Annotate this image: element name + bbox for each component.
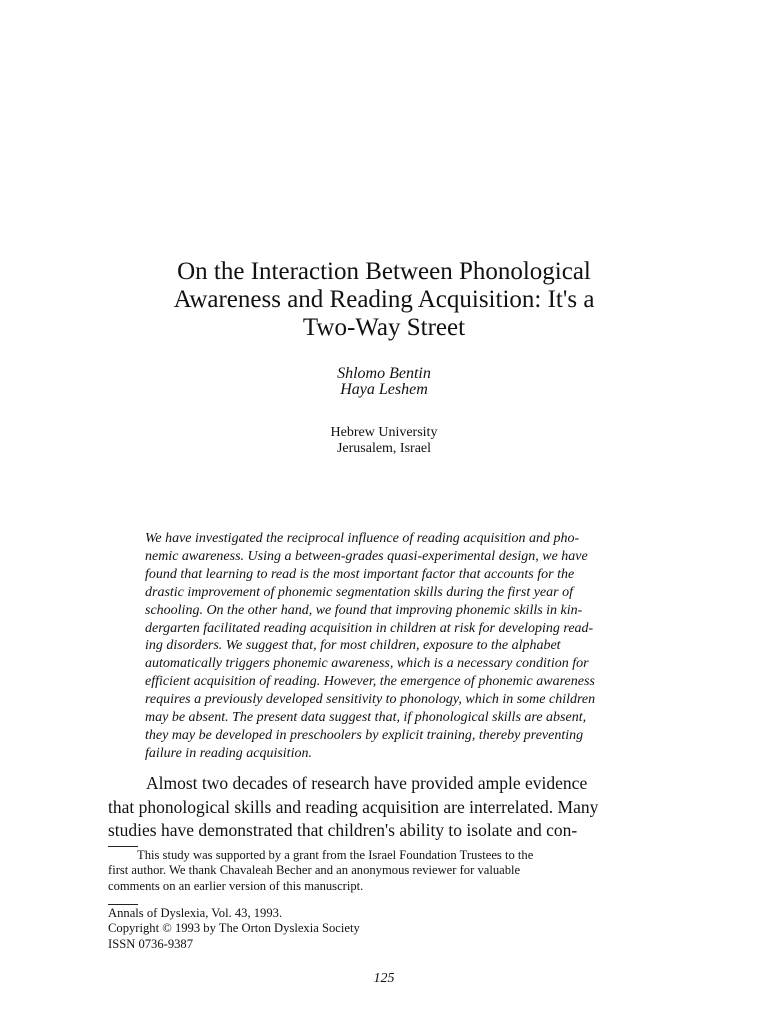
abstract-line: We have investigated the reciprocal influence of reading acquisition and pho- (145, 531, 580, 546)
affiliation-location: Jerusalem, Israel (336, 441, 432, 456)
abstract-line: dergarten facilitated reading acquisition in children at risk for developing read- (145, 620, 594, 636)
author-name: Haya Leshem (340, 381, 428, 398)
abstract-line: efficient acquisition of reading. However, the emergence of phonemic awareness (145, 674, 595, 690)
abstract-line: found that learning to read is the most important factor that accounts for the (145, 566, 575, 582)
paper-title (100, 258, 668, 342)
journal-line: Annals of Dyslexia, Vol. 43, 1993. (108, 906, 283, 920)
page-number: 125 (373, 971, 395, 986)
affiliation-institution: Hebrew University (330, 425, 438, 440)
footnote-line: This study was supported by a grant from the Israel Foundation Trustees to the (137, 848, 534, 862)
body-line: Almost two decades of research have provided ample evidence (146, 773, 588, 793)
journal-citation (108, 906, 668, 952)
abstract-line: requires a previously developed sensitivity to phonology, which in some children (145, 692, 596, 708)
copyright-line: Copyright © 1993 by The Orton Dyslexia Society (108, 921, 360, 936)
title-line-1: On the Interaction Between Phonological (177, 258, 591, 285)
abstract-line: may be absent. The present data suggest that, if phonological skills are absent, (145, 710, 587, 726)
abstract-line: nemic awareness. Using a between-grades quasi-experimental design, we have (145, 548, 588, 564)
body-line: studies have demonstrated that children's ability to isolate and con- (108, 820, 578, 840)
footnote-line: first author. We thank Chavaleah Becher and an anonymous reviewer for valuable (108, 863, 521, 878)
abstract-line: automatically triggers phonemic awareness, which is a necessary condition for (145, 656, 589, 672)
title-line-2: Awareness and Reading Acquisition: It's a (173, 286, 595, 313)
body-line: that phonological skills and reading acquisition are interrelated. Many (108, 796, 599, 817)
abstract-line: ing disorders. We suggest that, for most children, exposure to the alphabet (145, 638, 561, 654)
footnote-divider (108, 846, 138, 847)
issn-line: ISSN 0736-9387 (108, 936, 194, 951)
citation-divider (108, 904, 138, 905)
abstract-line: drastic improvement of phonemic segmentation skills during the first year of (145, 584, 573, 600)
body-paragraph (108, 772, 668, 843)
footnote-line: comments on an earlier version of this manuscript. (108, 878, 364, 893)
abstract-line: they may be developed in preschoolers by explicit training, thereby preventing (145, 727, 584, 743)
author-name: Shlomo Bentin (337, 365, 431, 382)
abstract-line: schooling. On the other hand, we found that improving phonemic skills in kin- (145, 602, 583, 618)
title-line-3: Two-Way Street (302, 314, 466, 341)
acknowledgment-footnote (108, 848, 668, 894)
author-affiliation (234, 425, 534, 457)
abstract-line: failure in reading acquisition. (145, 745, 312, 761)
author-list (234, 366, 534, 398)
abstract (145, 530, 670, 763)
